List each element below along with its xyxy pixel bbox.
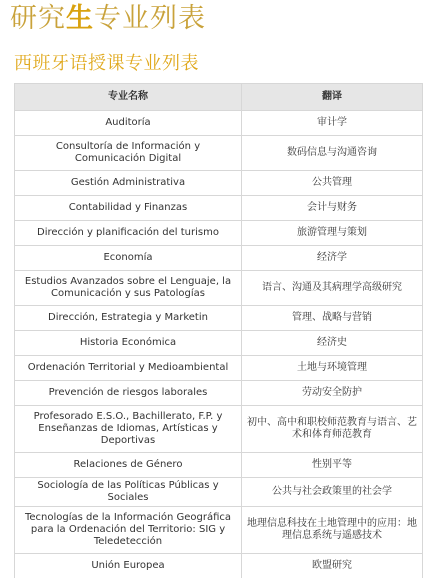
table-row bbox=[15, 221, 423, 246]
translation-cell: 性别平等 bbox=[242, 453, 423, 478]
page-title-suffix: 专业列表 bbox=[94, 3, 206, 34]
translation-cell: 公共与社会政策里的社会学 bbox=[242, 478, 423, 507]
major-name-cell: Economía bbox=[15, 246, 242, 271]
major-name-cell: Contabilidad y Finanzas bbox=[15, 196, 242, 221]
header-translation: 翻译 bbox=[242, 84, 423, 111]
table-row bbox=[15, 507, 423, 554]
table-row bbox=[15, 554, 423, 578]
translation-cell: 经济史 bbox=[242, 331, 423, 356]
table-row bbox=[15, 171, 423, 196]
major-name-cell: Profesorado E.S.O., Bachillerato, F.P. y Enseñanzas de Idiomas, Artísticas y Deportivas bbox=[15, 406, 242, 453]
table-row bbox=[15, 406, 423, 453]
major-name-cell: Consultoría de Información y Comunicación Digital bbox=[15, 136, 242, 171]
major-name-cell: Dirección y planificación del turismo bbox=[15, 221, 242, 246]
page-title bbox=[10, 3, 206, 35]
major-name-cell: Prevención de riesgos laborales bbox=[15, 381, 242, 406]
table-row bbox=[15, 196, 423, 221]
translation-cell: 经济学 bbox=[242, 246, 423, 271]
table-row bbox=[15, 111, 423, 136]
major-name-cell: Gestión Administrativa bbox=[15, 171, 242, 196]
translation-cell: 审计学 bbox=[242, 111, 423, 136]
translation-cell: 欧盟研究 bbox=[242, 554, 423, 578]
table-row bbox=[15, 453, 423, 478]
table-row bbox=[15, 306, 423, 331]
translation-cell: 会计与财务 bbox=[242, 196, 423, 221]
major-name-cell: Ordenación Territorial y Medioambiental bbox=[15, 356, 242, 381]
major-name-cell: Dirección, Estrategia y Marketin bbox=[15, 306, 242, 331]
major-name-cell: Estudios Avanzados sobre el Lenguaje, la Comunicación y sus Patologías bbox=[15, 271, 242, 306]
translation-cell: 数码信息与沟通咨询 bbox=[242, 136, 423, 171]
table-row bbox=[15, 136, 423, 171]
translation-cell: 公共管理 bbox=[242, 171, 423, 196]
translation-cell: 土地与环境管理 bbox=[242, 356, 423, 381]
section-title: 西班牙语授课专业列表 bbox=[14, 52, 199, 76]
translation-cell: 语言、沟通及其病理学高级研究 bbox=[242, 271, 423, 306]
table-row bbox=[15, 478, 423, 507]
translation-cell: 初中、高中和职校师范教育与语言、艺术和体育师范教育 bbox=[242, 406, 423, 453]
major-name-cell: Unión Europea bbox=[15, 554, 242, 578]
major-name-cell: Tecnologías de la Información Geográfica para la Ordenación del Territorio: SIG y Teledetección bbox=[15, 507, 242, 554]
majors-table-body bbox=[15, 111, 423, 578]
translation-cell: 劳动安全防护 bbox=[242, 381, 423, 406]
header-major-name: 专业名称 bbox=[15, 84, 242, 111]
majors-table bbox=[14, 83, 423, 578]
table-row bbox=[15, 356, 423, 381]
table-row bbox=[15, 381, 423, 406]
major-name-cell: Sociología de las Políticas Públicas y Sociales bbox=[15, 478, 242, 507]
translation-cell: 地理信息科技在土地管理中的应用：地理信息系统与遥感技术 bbox=[242, 507, 423, 554]
major-name-cell: Historia Económica bbox=[15, 331, 242, 356]
table-row bbox=[15, 331, 423, 356]
translation-cell: 旅游管理与策划 bbox=[242, 221, 423, 246]
page-title-strong: 生 bbox=[66, 3, 94, 34]
major-name-cell: Auditoría bbox=[15, 111, 242, 136]
page-title-prefix: 研究 bbox=[10, 3, 66, 34]
table-row bbox=[15, 246, 423, 271]
major-name-cell: Relaciones de Género bbox=[15, 453, 242, 478]
table-header-row bbox=[15, 84, 423, 111]
table-row bbox=[15, 271, 423, 306]
translation-cell: 管理、战略与营销 bbox=[242, 306, 423, 331]
